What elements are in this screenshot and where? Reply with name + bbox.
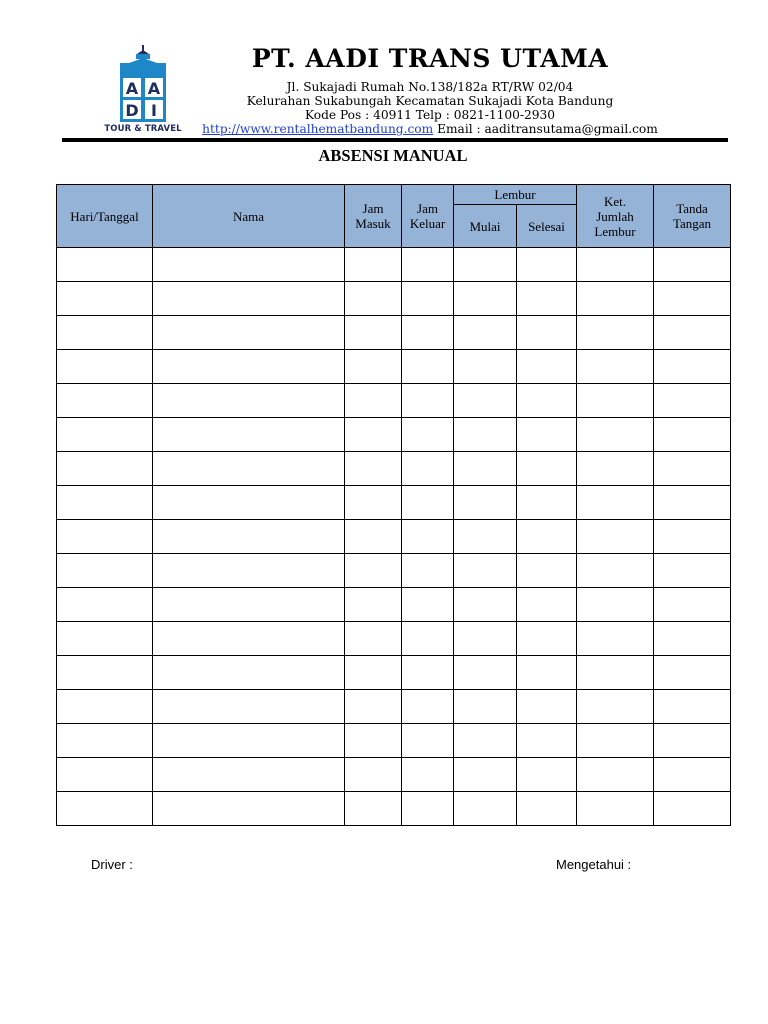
logo-letter: A	[125, 79, 139, 98]
table-cell[interactable]	[402, 588, 454, 622]
table-row	[57, 418, 731, 452]
table-cell[interactable]	[654, 690, 731, 724]
header-date: Hari/Tanggal	[57, 185, 153, 248]
table-cell[interactable]	[517, 554, 577, 588]
table-cell[interactable]	[57, 418, 153, 452]
table-cell[interactable]	[577, 452, 654, 486]
table-cell[interactable]	[345, 384, 402, 418]
table-cell[interactable]	[402, 418, 454, 452]
header-jam-masuk-line1: Jam	[362, 201, 384, 216]
table-cell[interactable]	[402, 316, 454, 350]
table-cell[interactable]	[454, 350, 517, 384]
table-cell[interactable]	[153, 248, 345, 282]
table-cell[interactable]	[153, 690, 345, 724]
table-cell[interactable]	[57, 384, 153, 418]
table-row	[57, 588, 731, 622]
address-line-1: Jl. Sukajadi Rumah No.138/182a RT/RW 02/04	[286, 80, 574, 94]
header-jam-keluar-line2: Keluar	[409, 216, 446, 231]
header-jam-masuk-line2: Masuk	[355, 216, 391, 231]
table-cell[interactable]	[345, 452, 402, 486]
table-row	[57, 350, 731, 384]
table-cell[interactable]	[654, 350, 731, 384]
table-cell[interactable]	[57, 520, 153, 554]
table-cell[interactable]	[153, 724, 345, 758]
header-tanda-line2: Tangan	[672, 216, 712, 231]
table-cell[interactable]	[517, 588, 577, 622]
table-cell[interactable]	[57, 792, 153, 826]
table-cell[interactable]	[57, 588, 153, 622]
header-selesai: Selesai	[517, 205, 577, 248]
table-cell[interactable]	[153, 418, 345, 452]
table-cell[interactable]	[517, 384, 577, 418]
table-row	[57, 554, 731, 588]
header-name: Nama	[153, 185, 345, 248]
table-cell[interactable]	[454, 792, 517, 826]
table-cell[interactable]	[517, 248, 577, 282]
table-cell[interactable]	[57, 554, 153, 588]
table-cell[interactable]	[577, 758, 654, 792]
table-cell[interactable]	[654, 656, 731, 690]
table-row	[57, 758, 731, 792]
table-cell[interactable]	[454, 418, 517, 452]
table-cell[interactable]	[57, 486, 153, 520]
table-cell[interactable]	[153, 656, 345, 690]
table-cell[interactable]	[402, 656, 454, 690]
table-cell[interactable]	[654, 282, 731, 316]
table-cell[interactable]	[454, 452, 517, 486]
header-ket	[577, 185, 654, 248]
contact-line	[190, 122, 670, 136]
table-cell[interactable]	[57, 248, 153, 282]
header-jam-masuk	[345, 185, 402, 248]
table-row	[57, 316, 731, 350]
table-cell[interactable]	[577, 248, 654, 282]
table-cell[interactable]	[577, 316, 654, 350]
table-cell[interactable]	[577, 656, 654, 690]
company-name: PT. AADI TRANS UTAMA	[251, 44, 609, 73]
table-cell[interactable]	[654, 452, 731, 486]
table-cell[interactable]	[577, 486, 654, 520]
table-cell[interactable]	[454, 248, 517, 282]
header-lembur: Lembur	[454, 185, 577, 205]
table-cell[interactable]	[153, 792, 345, 826]
table-cell[interactable]	[402, 554, 454, 588]
table-cell[interactable]	[517, 758, 577, 792]
website-link[interactable]: http://www.rentalhematbandung.com	[202, 122, 434, 136]
table-cell[interactable]	[454, 758, 517, 792]
table-cell[interactable]	[517, 690, 577, 724]
table-cell[interactable]	[345, 622, 402, 656]
table-cell[interactable]	[577, 622, 654, 656]
table-cell[interactable]	[517, 792, 577, 826]
table-cell[interactable]	[57, 282, 153, 316]
table-cell[interactable]	[654, 622, 731, 656]
table-cell[interactable]	[454, 486, 517, 520]
table-row	[57, 248, 731, 282]
table-cell[interactable]	[577, 554, 654, 588]
table-cell[interactable]	[454, 316, 517, 350]
table-cell[interactable]	[654, 588, 731, 622]
table-cell[interactable]	[517, 282, 577, 316]
table-cell[interactable]	[517, 350, 577, 384]
table-cell[interactable]	[454, 656, 517, 690]
table-cell[interactable]	[153, 384, 345, 418]
table-cell[interactable]	[654, 418, 731, 452]
table-row	[57, 690, 731, 724]
table-cell[interactable]	[402, 792, 454, 826]
table-cell[interactable]	[153, 520, 345, 554]
table-cell[interactable]	[654, 758, 731, 792]
table-cell[interactable]	[57, 452, 153, 486]
table-cell[interactable]	[153, 486, 345, 520]
document-title: ABSENSI MANUAL	[318, 146, 468, 165]
table-cell[interactable]	[654, 384, 731, 418]
table-cell[interactable]	[402, 622, 454, 656]
table-cell[interactable]	[402, 384, 454, 418]
table-cell[interactable]	[345, 758, 402, 792]
table-cell[interactable]	[654, 554, 731, 588]
table-row	[57, 520, 731, 554]
acknowledged-label: Mengetahui :	[556, 857, 632, 872]
logo-letter: I	[151, 101, 157, 120]
table-cell[interactable]	[57, 656, 153, 690]
table-cell[interactable]	[153, 588, 345, 622]
table-cell[interactable]	[577, 792, 654, 826]
table-cell[interactable]	[402, 690, 454, 724]
table-cell[interactable]	[402, 282, 454, 316]
table-cell[interactable]	[654, 486, 731, 520]
address-line-2: Kelurahan Sukabungah Kecamatan Sukajadi Kota Bandung	[246, 94, 614, 108]
table-cell[interactable]	[345, 350, 402, 384]
table-cell[interactable]	[153, 452, 345, 486]
table-cell[interactable]	[153, 554, 345, 588]
table-cell[interactable]	[577, 724, 654, 758]
aadi-tower-logo-icon	[103, 44, 183, 124]
table-cell[interactable]	[57, 758, 153, 792]
table-cell[interactable]	[577, 350, 654, 384]
header-jam-keluar	[402, 185, 454, 248]
table-cell[interactable]	[517, 486, 577, 520]
table-cell[interactable]	[402, 486, 454, 520]
table-cell[interactable]	[454, 588, 517, 622]
table-cell[interactable]	[402, 758, 454, 792]
table-cell[interactable]	[345, 792, 402, 826]
table-cell[interactable]	[454, 724, 517, 758]
table-cell[interactable]	[577, 588, 654, 622]
table-cell[interactable]	[454, 282, 517, 316]
table-cell[interactable]	[454, 622, 517, 656]
table-cell[interactable]	[577, 384, 654, 418]
table-cell[interactable]	[345, 418, 402, 452]
table-cell[interactable]	[517, 724, 577, 758]
table-cell[interactable]	[517, 520, 577, 554]
table-cell[interactable]	[402, 452, 454, 486]
logo-letter: A	[147, 79, 161, 98]
table-row	[57, 452, 731, 486]
header-ket-line3: Lembur	[594, 223, 636, 239]
header-ket-line2: Jumlah	[596, 208, 634, 224]
table-cell[interactable]	[517, 622, 577, 656]
driver-label: Driver :	[91, 857, 133, 872]
table-row	[57, 724, 731, 758]
table-cell[interactable]	[577, 520, 654, 554]
table-row	[57, 486, 731, 520]
table-cell[interactable]	[402, 520, 454, 554]
table-cell[interactable]	[345, 724, 402, 758]
table-cell[interactable]	[57, 316, 153, 350]
table-cell[interactable]	[57, 690, 153, 724]
header-ket-line1: Ket.	[603, 193, 627, 209]
table-cell[interactable]	[454, 520, 517, 554]
table-cell[interactable]	[517, 452, 577, 486]
table-cell[interactable]	[517, 418, 577, 452]
table-row	[57, 656, 731, 690]
table-cell[interactable]	[654, 792, 731, 826]
header-mulai: Mulai	[454, 205, 517, 248]
header-tanda-tangan	[654, 185, 731, 248]
table-cell[interactable]	[577, 282, 654, 316]
table-cell[interactable]	[402, 350, 454, 384]
table-cell[interactable]	[345, 282, 402, 316]
table-cell[interactable]	[345, 248, 402, 282]
table-row	[57, 282, 731, 316]
table-cell[interactable]	[402, 724, 454, 758]
table-cell[interactable]	[345, 656, 402, 690]
table-cell[interactable]	[345, 520, 402, 554]
table-cell[interactable]	[654, 724, 731, 758]
table-cell[interactable]	[153, 282, 345, 316]
table-cell[interactable]	[153, 316, 345, 350]
table-cell[interactable]	[517, 656, 577, 690]
table-cell[interactable]	[57, 724, 153, 758]
attendance-table-body	[57, 248, 731, 826]
table-cell[interactable]	[402, 248, 454, 282]
table-cell[interactable]	[153, 758, 345, 792]
table-cell[interactable]	[454, 554, 517, 588]
company-logo	[103, 44, 183, 136]
table-cell[interactable]	[345, 588, 402, 622]
address-line-3: Kode Pos : 40911 Telp : 0821-1100-2930	[304, 108, 556, 122]
table-cell[interactable]	[57, 350, 153, 384]
table-cell[interactable]	[517, 316, 577, 350]
table-cell[interactable]	[454, 384, 517, 418]
table-cell[interactable]	[577, 418, 654, 452]
logo-letter: D	[125, 101, 139, 120]
table-cell[interactable]	[345, 486, 402, 520]
table-cell[interactable]	[654, 316, 731, 350]
header-divider	[62, 138, 728, 142]
table-cell[interactable]	[654, 248, 731, 282]
table-cell[interactable]	[345, 316, 402, 350]
table-row	[57, 792, 731, 826]
table-cell[interactable]	[153, 350, 345, 384]
attendance-table	[56, 184, 731, 826]
email-text: Email : aaditransutama@gmail.com	[437, 122, 658, 136]
table-cell[interactable]	[654, 520, 731, 554]
table-cell[interactable]	[57, 622, 153, 656]
header-tanda-line1: Tanda	[676, 201, 708, 216]
table-cell[interactable]	[345, 690, 402, 724]
table-row	[57, 384, 731, 418]
table-cell[interactable]	[153, 622, 345, 656]
table-cell[interactable]	[454, 690, 517, 724]
table-cell[interactable]	[577, 690, 654, 724]
table-cell[interactable]	[345, 554, 402, 588]
logo-caption: TOUR & TRAVEL	[104, 124, 182, 134]
table-row	[57, 622, 731, 656]
header-jam-keluar-line1: Jam	[417, 201, 438, 216]
